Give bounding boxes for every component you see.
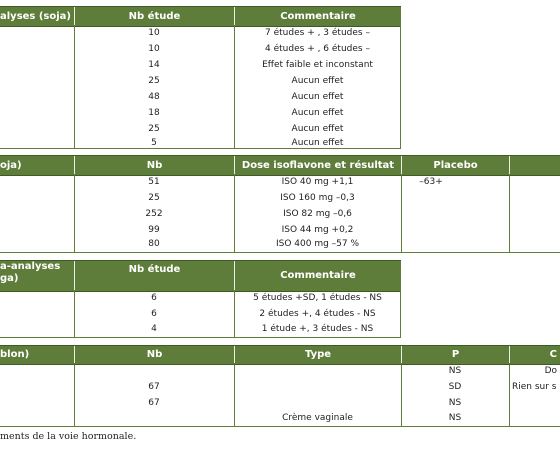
table-row	[0, 121, 401, 137]
cell-comment: 5 études +SD, 1 études - NS	[253, 293, 382, 303]
table-row	[0, 206, 560, 222]
cell-nb: 25	[148, 76, 160, 86]
table-row	[0, 174, 560, 190]
cell-comment: Aucun effet	[291, 92, 344, 102]
cell-nb: 14	[148, 60, 160, 70]
table-row	[0, 190, 560, 206]
cell-nb: 25	[148, 193, 160, 203]
table-header	[0, 6, 401, 27]
table-row	[0, 222, 560, 238]
cell-nb: 25	[148, 124, 160, 134]
table-row	[0, 57, 401, 73]
cell-type: Crème vaginale	[282, 413, 353, 423]
table-row	[0, 290, 401, 306]
cell-nb: 6	[151, 293, 157, 303]
cell-nb: 4	[151, 324, 157, 334]
cell-placebo: –63+	[419, 177, 443, 187]
cell-nb: 10	[148, 28, 160, 38]
cell-nb: 48	[148, 92, 160, 102]
cell-comment: 7 études + , 3 études –	[265, 28, 370, 38]
header-cell: Nb	[74, 156, 234, 175]
header-cell	[509, 156, 560, 175]
header-cell: Nb étude	[74, 261, 234, 291]
cell-dose: ISO 40 mg +1,1	[281, 177, 354, 187]
table-row	[0, 363, 560, 379]
cell-comment: Aucun effet	[291, 76, 344, 86]
cell-nb: 252	[145, 209, 163, 219]
header-cell: P	[401, 346, 509, 364]
cell-comment: Effet faible et inconstant	[262, 60, 373, 70]
cell-nb: 51	[148, 177, 160, 187]
table-row	[0, 89, 401, 105]
header-cell: Placebo	[401, 156, 509, 175]
cell-dose: ISO 160 mg –0,3	[280, 193, 355, 203]
table-row	[0, 41, 401, 57]
cell-comment: 2 études +, 4 études - NS	[259, 309, 376, 319]
header-cell: Commentaire	[234, 261, 401, 291]
cell-dose: ISO 400 mg –57 %	[275, 239, 360, 249]
cell-comment: Rien sur s	[512, 382, 557, 392]
cell-nb: 6	[151, 309, 157, 319]
cell-nb: 80	[148, 239, 160, 249]
table-row	[0, 137, 401, 148]
table-row	[0, 237, 560, 252]
table-body	[0, 174, 560, 253]
table-row	[0, 25, 401, 41]
header-cell: blon)	[0, 349, 30, 360]
cell-p: SD	[448, 382, 462, 392]
cell-p: NS	[448, 398, 462, 408]
cell-comment: Aucun effet	[291, 124, 344, 134]
cell-p: NS	[448, 413, 462, 423]
header-cell: Dose isoflavone et résultat	[234, 156, 401, 175]
table-body	[0, 363, 560, 427]
header-line: a-analyses ga)	[0, 261, 61, 284]
footnote: ments de la voie hormonale.	[0, 431, 137, 442]
cell-nb: 10	[148, 44, 160, 54]
table-row	[0, 73, 401, 89]
table-row	[0, 379, 560, 395]
table-header	[0, 345, 560, 365]
header-cell: Nb	[74, 346, 234, 364]
header-cell: alyses (soja)	[0, 10, 72, 22]
header-cell	[0, 261, 74, 291]
table-row	[0, 322, 401, 337]
table-row	[0, 105, 401, 121]
cell-comment: Aucun effet	[291, 138, 344, 148]
cell-comment: Do	[544, 366, 557, 376]
cell-comment: Aucun effet	[291, 108, 344, 118]
header-cell: Commentaire	[234, 7, 401, 26]
cell-dose: ISO 82 mg –0,6	[283, 209, 352, 219]
table-header	[0, 260, 401, 292]
cell-nb: 18	[148, 108, 160, 118]
cell-comment: 1 étude +, 3 études - NS	[261, 324, 374, 334]
header-cell: Nb étude	[74, 7, 234, 26]
cell-comment: 4 études + , 6 études –	[265, 44, 370, 54]
cell-p: NS	[448, 366, 462, 376]
table-row	[0, 395, 560, 411]
header-cell: oja)	[0, 159, 22, 171]
table-body	[0, 290, 401, 338]
cell-nb: 67	[148, 398, 160, 408]
cell-nb: 5	[151, 138, 157, 148]
cell-dose: ISO 44 mg +0,2	[281, 225, 354, 235]
cell-nb: 99	[148, 225, 160, 235]
cell-nb: 67	[148, 382, 160, 392]
table-header	[0, 155, 560, 176]
header-cell: Type	[234, 346, 401, 364]
table-row	[0, 306, 401, 322]
table-body	[0, 25, 401, 149]
table-row	[0, 410, 560, 426]
header-cell: C	[509, 346, 560, 364]
